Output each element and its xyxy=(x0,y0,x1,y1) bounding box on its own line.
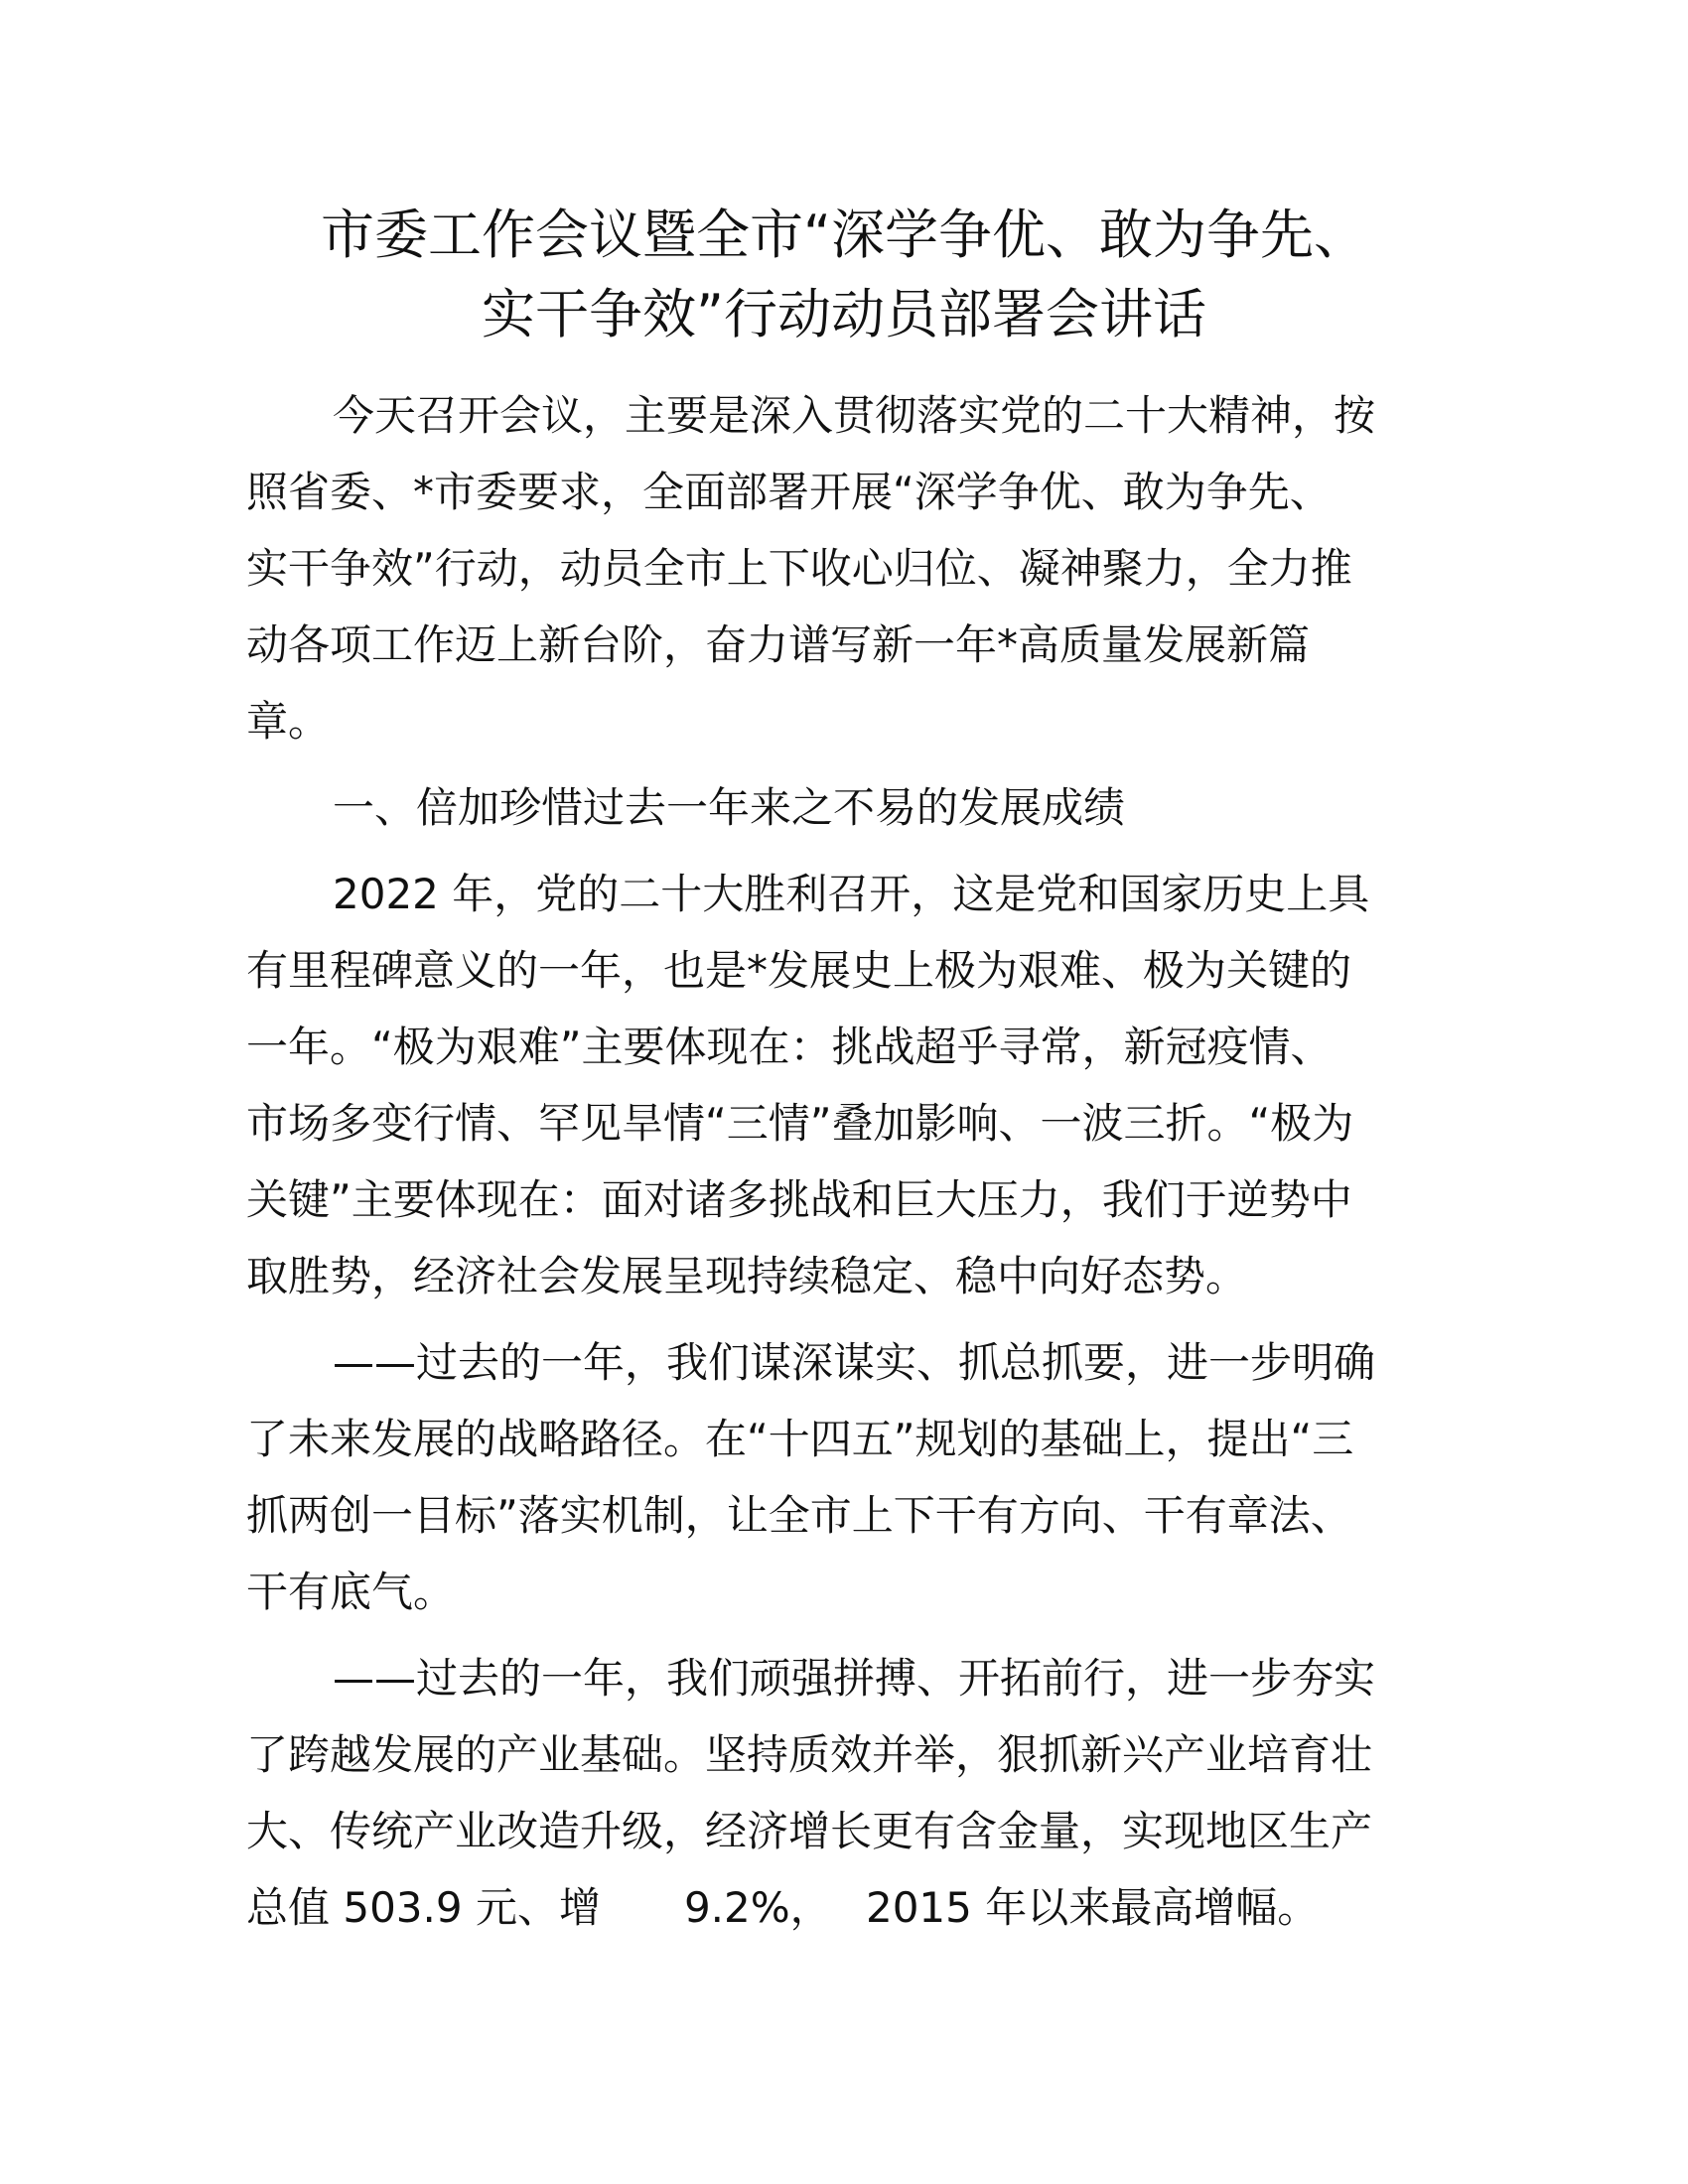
paragraph-intro-line-4: 动各项工作迈上新台阶，奋力谱写新一年*高质量发展新篇 xyxy=(246,620,1311,669)
paragraph-intro-line-5: 章。 xyxy=(246,697,331,746)
paragraph-industry-line-4: 总值 503.9 元、增 9.2%， 2015 年以来最高增幅。 xyxy=(246,1883,1320,1932)
section-heading-1: 一、倍加珍惜过去一年来之不易的发展成绩 xyxy=(333,783,1126,832)
paragraph-2022-line-5: 关键”主要体现在：面对诸多挑战和巨大压力，我们于逆势中 xyxy=(246,1175,1352,1224)
paragraph-industry-line-2: 了跨越发展的产业基础。坚持质效并举，狠抓新兴产业培育壮 xyxy=(246,1730,1373,1779)
paragraph-strategy-line-1: ——过去的一年，我们谋深谋实、抓总抓要，进一步明确 xyxy=(333,1338,1376,1387)
paragraph-intro-line-1: 今天召开会议，主要是深入贯彻落实党的二十大精神，按 xyxy=(333,391,1376,440)
paragraph-strategy-line-4: 干有底气。 xyxy=(246,1568,456,1616)
paragraph-strategy-line-3: 抓两创一目标”落实机制，让全市上下干有方向、干有章法、 xyxy=(246,1491,1352,1540)
paragraph-2022-line-3: 一年。“极为艰难”主要体现在：挑战超乎寻常，新冠疫情、 xyxy=(246,1023,1333,1071)
paragraph-2022-line-4: 市场多变行情、罕见旱情“三情”叠加影响、一波三折。“极为 xyxy=(246,1099,1354,1148)
paragraph-intro-line-3: 实干争效”行动，动员全市上下收心归位、凝神聚力，全力推 xyxy=(246,544,1352,593)
paragraph-2022-line-2: 有里程碑意义的一年，也是*发展史上极为艰难、极为关键的 xyxy=(246,946,1352,995)
paragraph-industry-line-1: ——过去的一年，我们顽强拼搏、开拓前行，进一步夯实 xyxy=(333,1654,1376,1703)
document-title-line-1: 市委工作会议暨全市“深学争优、敢为争先、 xyxy=(321,204,1367,266)
paragraph-industry-line-3: 大、传统产业改造升级，经济增长更有含金量，实现地区生产 xyxy=(246,1807,1373,1855)
paragraph-2022-line-6: 取胜势，经济社会发展呈现持续稳定、稳中向好态势。 xyxy=(246,1252,1248,1300)
paragraph-2022-line-1: 2022 年，党的二十大胜利召开，这是党和国家历史上具 xyxy=(333,870,1370,918)
document-title-line-2: 实干争效”行动动员部署会讲话 xyxy=(482,283,1206,345)
paragraph-strategy-line-2: 了未来发展的战略路径。在“十四五”规划的基础上，提出“三 xyxy=(246,1415,1354,1463)
paragraph-intro-line-2: 照省委、*市委要求，全面部署开展“深学争优、敢为争先、 xyxy=(246,468,1332,516)
